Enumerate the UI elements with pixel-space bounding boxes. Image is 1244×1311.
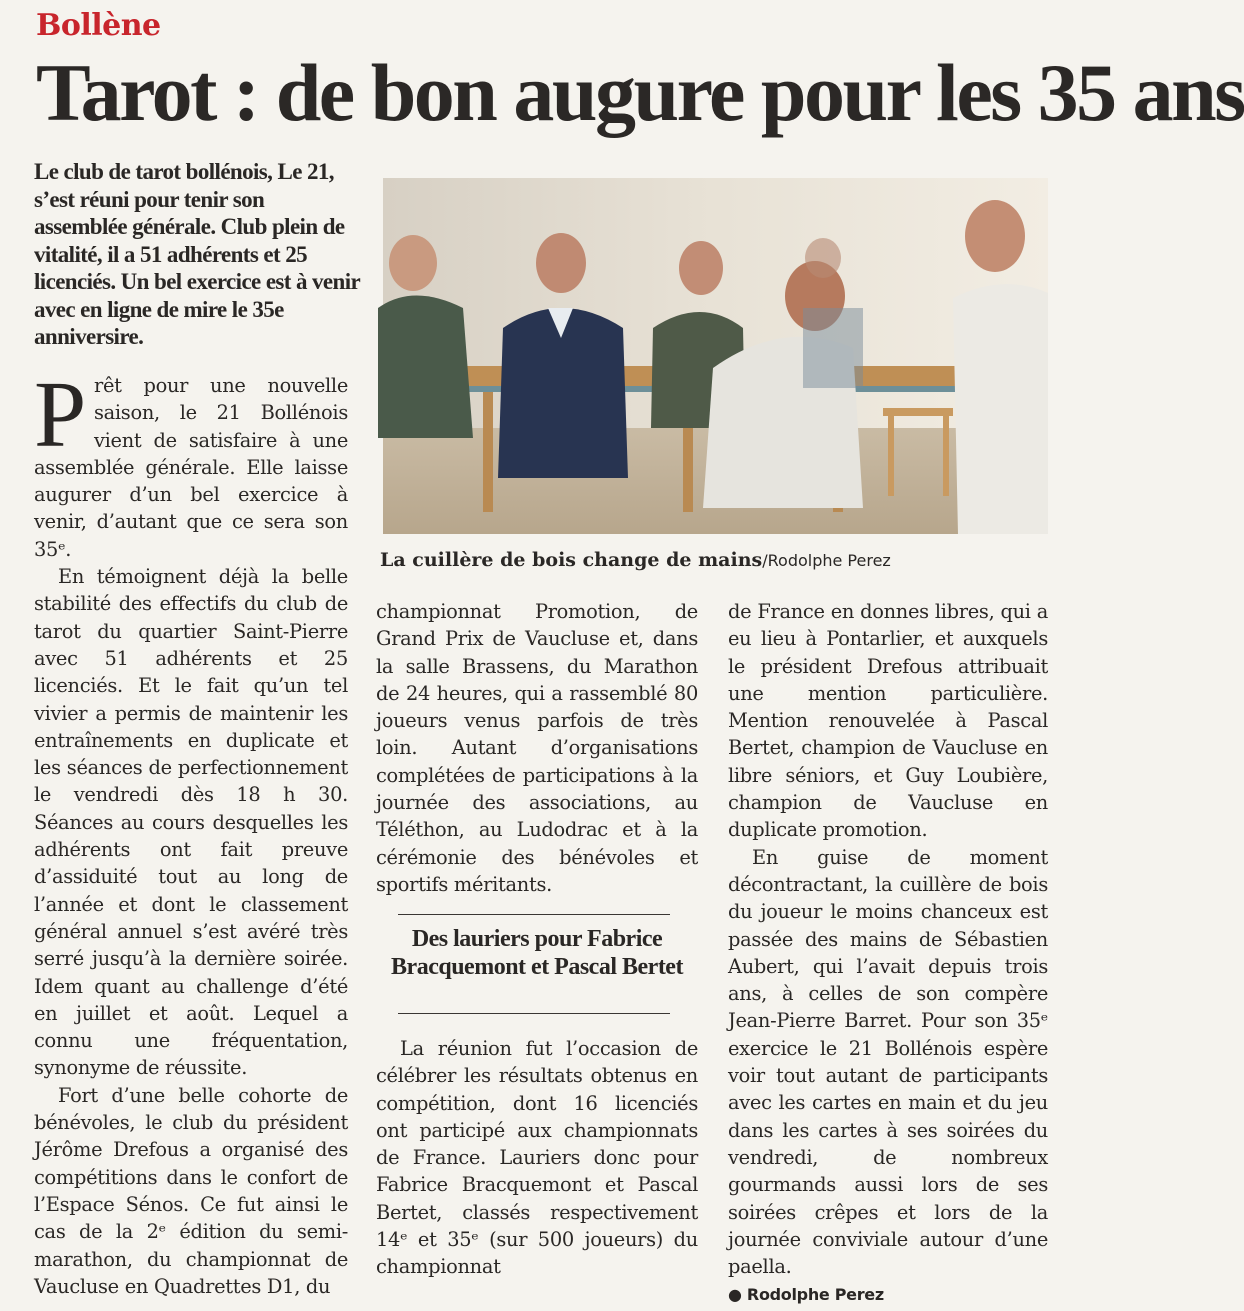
paragraph-benevoles-cont: championnat Promotion, de Grand Prix de Vaucluse et, dans la salle Brassens, du Marathon de 24 heures, qui a rassemblé 80 joueurs venus parfois de très loin. Autant d’organisations complétées de participations à la journée des associations, au Téléthon, au Ludodrac et à la cérémonie des bénévoles et sportifs méritants. bbox=[376, 600, 698, 896]
paragraph-benevoles: Fort d’une belle cohorte de bénévoles, le club du président Jérôme Drefous a organisé des compétitions dans le confort de l’Espace Sénos. Ce fut ainsi le cas de la 2ᵉ édition du semi-marathon, du championnat de Vaucluse en Quadrettes D1, du bbox=[34, 1083, 348, 1298]
caption-text: La cuillère de bois change de mains bbox=[380, 549, 763, 571]
article-column-2-bottom bbox=[376, 1035, 698, 1281]
author-signature: ● Rodolphe Perez bbox=[728, 1285, 884, 1305]
headline: Tarot : de bon augure pour les 35 ans bbox=[36, 47, 1244, 138]
article-column-1 bbox=[34, 363, 348, 1300]
photo-caption bbox=[380, 547, 1060, 574]
chapo: Le club de tarot bollénois, Le 21, s’est réuni pour tenir son assemblée générale. Club plein de vitalité, il a 51 adhérents et 25 licenciés. Un bel exercice est à venir avec en ligne de mire le 35e anniversire. bbox=[34, 159, 360, 349]
paragraph-lauriers-cont: de France en donnes libres, qui a eu lieu à Pontarlier, et auxquels le président Drefous attribuait une mention particulière. Mention renouvelée à Pascal Bertet, champion de Vaucluse en libre séniors, et Guy Loubière, champion de Vaucluse en duplicate promotion. bbox=[728, 600, 1048, 842]
paragraph-intro: rêt pour une nouvelle saison, le 21 Bollénois vient de satisfaire à une assemblée générale. Elle laisse augurer d’un bel exercice à venir, d’autant que ce sera son 35ᵉ. bbox=[34, 374, 348, 561]
subhead-rule-bottom bbox=[398, 1013, 670, 1014]
article-column-2 bbox=[376, 598, 698, 898]
subhead: Des lauriers pour Fabrice Bracquemont et Pascal Bertet bbox=[391, 926, 683, 980]
paragraph-cuillere: En guise de moment décontractant, la cuillère de bois du joueur le moins chanceux est passée des mains de Sébastien Aubert, qui l’avait depuis trois ans, à celles de son compère Jean-Pierre Barret. Pour son 35ᵉ exercice le 21 Bollénois espère voir tout autant de participants avec les cartes en main et du jeu dans les cartes à ses soirées du vendredi, de nombreux gourmands aussi lors de ses soirées crêpes et lors de la journée conviviale autour d’une paella. bbox=[728, 845, 1048, 1279]
photo-credit: /Rodolphe Perez bbox=[762, 551, 891, 570]
paragraph-effectifs: En témoignent déjà la belle stabilité des effectifs du club de tarot du quartier Saint-Pierre avec 51 adhérents et 25 licenciés. Et le fait qu’un tel vivier a permis de maintenir les entraînements en duplicate et les séances de perfectionnement le vendredi dès 18 h 30. Séances au cours desquelles les adhérents ont fait preuve d’assiduité tout au long de l’année et dont le classement général annuel s’est avéré très serré jusqu’à la dernière soirée. Idem quant au challenge d’été en juillet et août. Lequel a connu une fréquentation, synonyme de réussite. bbox=[34, 565, 348, 1080]
paragraph-lauriers: La réunion fut l’occasion de célébrer les résultats obtenus en compétition, dont 16 licenciés ont participé aux championnats de France. Lauriers donc pour Fabrice Bracquemont et Pascal Bertet, classés respectivement 14ᵉ et 35ᵉ (sur 500 joueurs) du championnat bbox=[376, 1037, 698, 1279]
article-column-3 bbox=[728, 598, 1048, 1308]
photo-illustration bbox=[383, 178, 1048, 534]
section-kicker: Bollène bbox=[36, 8, 161, 43]
dropcap: P bbox=[34, 363, 86, 467]
subhead-rule-top bbox=[398, 914, 670, 915]
article-photo bbox=[383, 178, 1048, 534]
